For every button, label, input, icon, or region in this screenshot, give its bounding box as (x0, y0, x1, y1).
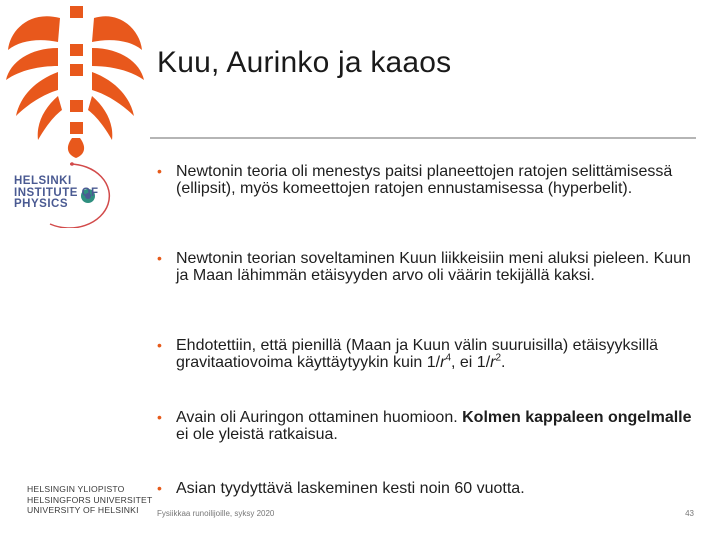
bullet-text-part: 4 (445, 352, 452, 364)
bullet-item (157, 337, 697, 371)
bullet-item (157, 250, 697, 284)
bullet-text (176, 409, 697, 443)
bullet-item (157, 163, 697, 197)
bullet-text-part: Newtonin teorian soveltaminen Kuun liikkeisiin meni aluksi pieleen. Kuun ja Maan lähimmän etäisyyden arvo oli väärin tekijällä kaksi. (176, 250, 691, 284)
bullet-dot-icon: • (157, 163, 162, 179)
footer-text: Fysiikkaa runoilijoille, syksy 2020 (157, 509, 275, 518)
bullet-text-part: ei ole yleistä ratkaisua. (176, 426, 338, 443)
university-line: HELSINGIN YLIOPISTO (27, 484, 125, 494)
bullet-text-part: r (490, 354, 496, 371)
hip-line: PHYSICS (14, 198, 68, 210)
bullet-text-part: 2 (495, 352, 502, 364)
page-number: 43 (685, 509, 694, 518)
bullet-text (176, 250, 697, 284)
hip-line: HELSINKI (14, 175, 72, 187)
bullet-text-part: , ei 1/ (451, 354, 491, 371)
university-wordmark (27, 484, 152, 516)
bullet-item (157, 480, 697, 497)
bullet-item (157, 409, 697, 443)
bullet-dot-icon: • (157, 250, 162, 266)
university-line: HELSINGFORS UNIVERSITET (27, 494, 153, 505)
bullet-text (176, 337, 697, 371)
hip-wordmark (14, 176, 99, 211)
slide-title: Kuu, Aurinko ja kaaos (157, 46, 452, 79)
bullet-text (176, 163, 697, 197)
bullet-text-part: Avain oli Auringon ottaminen huomioon. (176, 409, 463, 426)
bullet-dot-icon: • (157, 337, 162, 353)
bullet-dot-icon: • (157, 480, 162, 496)
bullet-text-part: . (501, 354, 506, 371)
university-flame-logo (0, 0, 150, 160)
bullet-text-part: Asian tyydyttävä laskeminen kesti noin 60 vuotta. (176, 480, 525, 497)
bullet-text (176, 480, 697, 497)
bullet-text-part: Ehdotettiin, että pienillä (Maan ja Kuun välin suuruisilla) etäisyyksillä gravitaatiovoima käyttäytyykin kuin 1/ (176, 337, 659, 371)
bullet-text-part: Kolmen kappaleen ongelmalle (462, 409, 692, 426)
bullet-dot-icon: • (157, 409, 162, 425)
hip-line: INSTITUTE OF (14, 186, 99, 199)
university-line: UNIVERSITY OF HELSINKI (27, 505, 139, 516)
bullet-text-part: r (440, 354, 446, 371)
bullet-text-part: Newtonin teoria oli menestys paitsi planeettojen ratojen selittämisessä (ellipsit), myös komeettojen ratojen ennustamisessa (hyperbelit). (176, 163, 673, 197)
title-divider (150, 137, 696, 139)
